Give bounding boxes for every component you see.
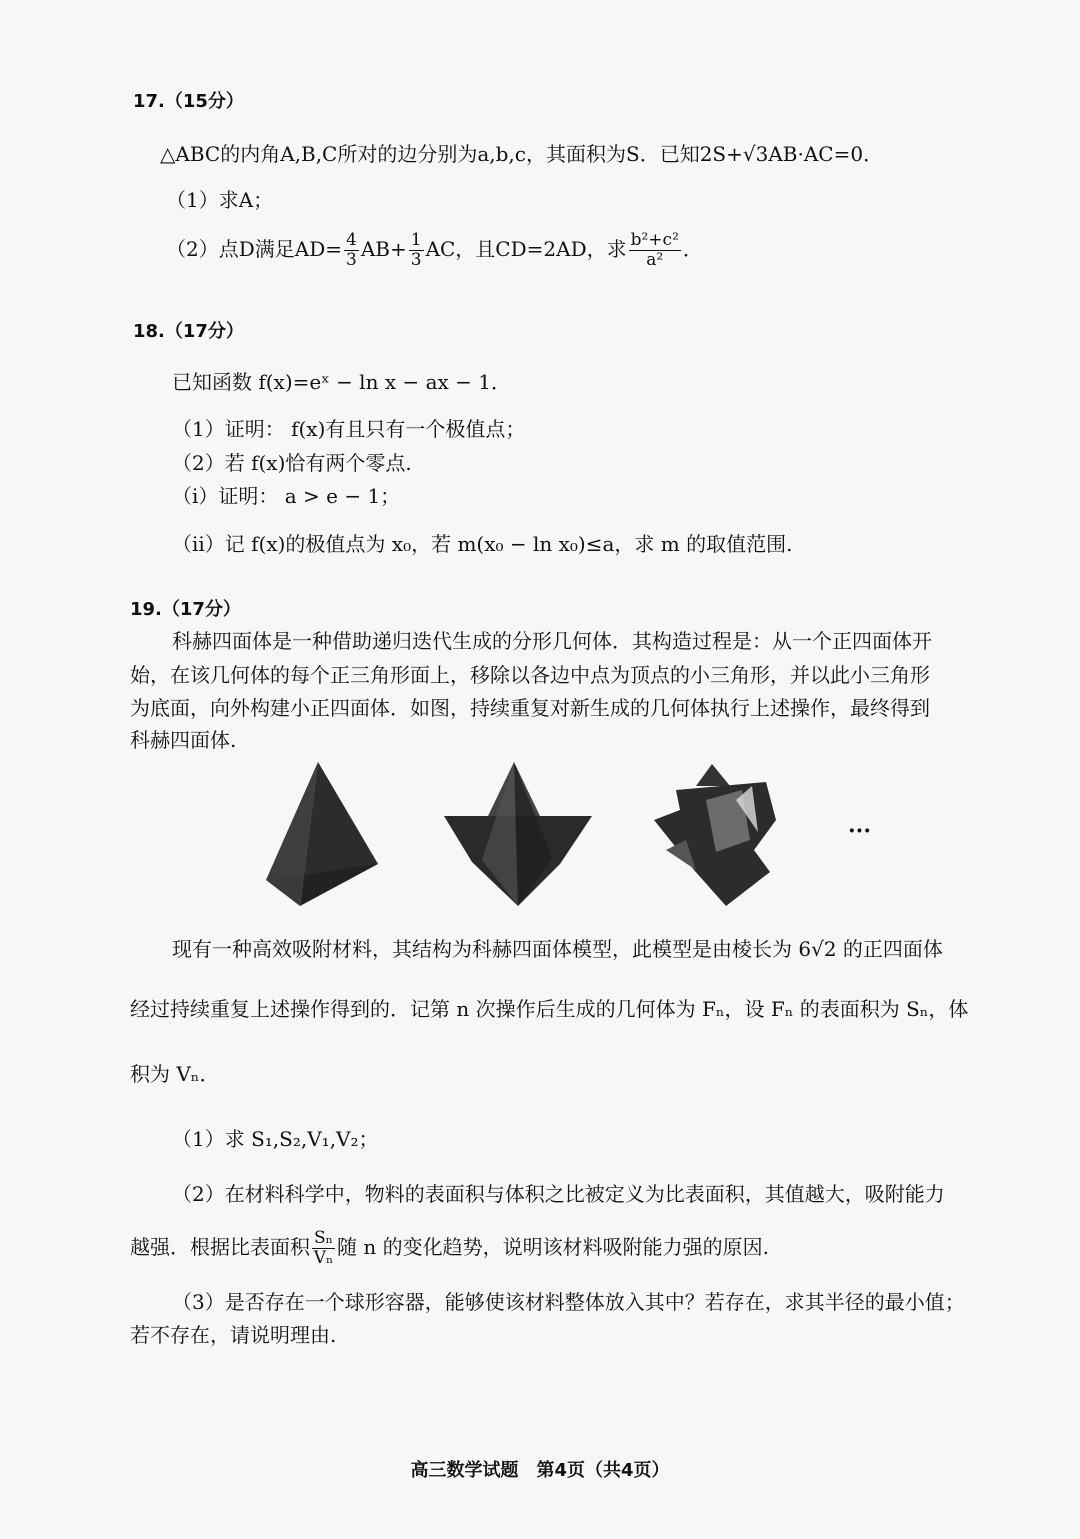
frac-den: Vₙ <box>313 1248 334 1268</box>
frac-den: 3 <box>346 250 357 270</box>
q17-part2 <box>166 232 703 269</box>
tetrahedron-stage1-figure <box>442 760 592 910</box>
tetrahedron-stage2-figure <box>646 760 796 910</box>
q18-part2-i: （i）证明： a > e − 1； <box>172 484 401 508</box>
frac-num: 4 <box>346 230 357 250</box>
frac-num: b²+c² <box>630 230 679 250</box>
frac-den: a² <box>646 250 664 270</box>
frac-num: 1 <box>410 230 422 250</box>
ellipsis: ··· <box>848 818 871 844</box>
q18-header: 18.（17分） <box>133 321 244 342</box>
q19-part2-line2 <box>130 1230 769 1267</box>
fraction-b2c2-a2 <box>629 232 681 269</box>
q19-material-line1: 现有一种高效吸附材料，其结构为科赫四面体模型，此模型是由棱长为 6√2 的正四面体 <box>172 937 943 961</box>
q18-part1: （1）证明： f(x)有且只有一个极值点； <box>172 417 526 441</box>
q19-header: 19.（17分） <box>130 599 241 620</box>
q19-material-line2: 经过持续重复上述操作得到的．记第 n 次操作后生成的几何体为 Fₙ，设 Fₙ 的表面积为 Sₙ，体 <box>130 997 969 1021</box>
frac-num: Sₙ <box>314 1228 334 1248</box>
q19-stem-line1: 科赫四面体是一种借助递归迭代生成的分形几何体．其构造过程是：从一个正四面体开 <box>172 629 932 653</box>
q18-stem: 已知函数 f(x)=eˣ − ln x − ax − 1． <box>172 370 511 394</box>
q19-stem-line4: 科赫四面体. <box>130 728 237 752</box>
q17-header: 17.（15分） <box>133 91 244 112</box>
q18-part2-ii: （ii）记 f(x)的极值点为 x₀，若 m(x₀ − ln x₀)≤a，求 m 的取值范围. <box>172 532 793 556</box>
q19-part2-line1: （2）在材料科学中，物料的表面积与体积之比被定义为比表面积，其值越大，吸附能力 <box>172 1182 945 1206</box>
q19-part2-post: 随 n 的变化趋势，说明该材料吸附能力强的原因. <box>337 1235 769 1259</box>
q19-stem-line2: 始，在该几何体的每个正三角形面上，移除以各边中点为顶点的小三角形，并以此小三角形 <box>130 663 930 687</box>
q17-part2-pre: （2）点D满足AD= <box>166 237 342 261</box>
q17-part2-mid1: AB+ <box>360 237 407 261</box>
q19-material-line3: 积为 Vₙ． <box>130 1062 220 1086</box>
fraction-sn-vn <box>312 1230 335 1267</box>
q19-stem-line3: 为底面，向外构建小正四面体．如图，持续重复对新生成的几何体执行上述操作，最终得到 <box>130 696 930 720</box>
q17-part2-end: ． <box>682 237 703 261</box>
q19-part3-line2: 若不存在，请说明理由. <box>130 1323 337 1347</box>
page-footer: 高三数学试题 第4页（共4页） <box>410 1460 670 1481</box>
q19-part2-pre: 越强．根据比表面积 <box>130 1235 310 1259</box>
q17-part1: （1）求A； <box>166 188 274 212</box>
fraction-1-3 <box>409 232 424 269</box>
fraction-4-3 <box>344 232 359 269</box>
q18-part2: （2）若 f(x)恰有两个零点. <box>172 451 412 475</box>
koch-tetrahedron-figures <box>250 760 890 910</box>
frac-den: 3 <box>410 250 422 270</box>
q17-part2-mid2: AC，且CD=2AD，求 <box>425 237 627 261</box>
q17-stem: △ABC的内角A,B,C所对的边分别为a,b,c，其面积为S．已知2S+√3AB·AC=0． <box>160 142 884 166</box>
tetrahedron-stage0-figure <box>262 760 382 910</box>
q19-part1: （1）求 S₁,S₂,V₁,V₂； <box>172 1127 379 1151</box>
q19-part3-line1: （3）是否存在一个球形容器，能够使该材料整体放入其中？若存在，求其半径的最小值； <box>172 1290 965 1314</box>
